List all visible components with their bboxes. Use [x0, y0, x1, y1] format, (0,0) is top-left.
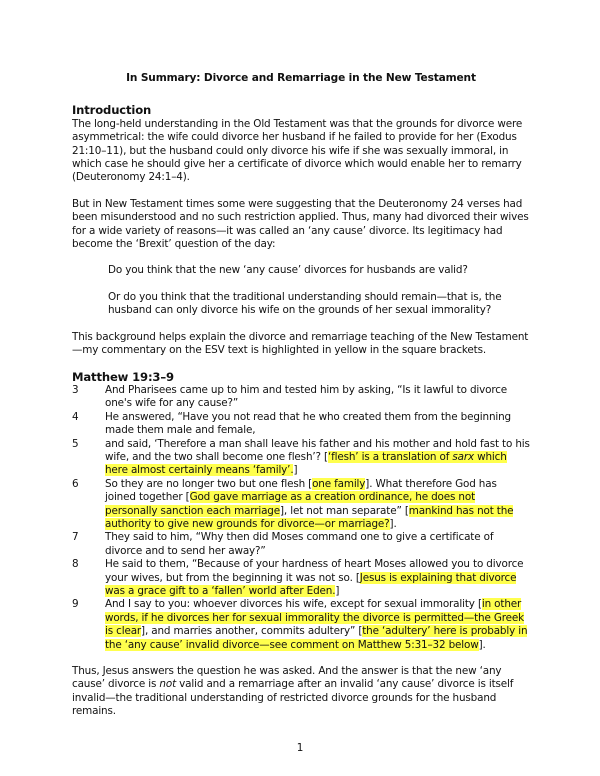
verse-text: And I say to you: whoever divorces his wife, except for sexual immorality [in other words, if he divorces her for sexual immorality the divorce is permitted—the Greek is clear], and marries another, commits adultery” [the ‘adultery’ here is probably in the ‘any cause’ invalid divorce—see comment on Matthew 5:31–32 below].	[105, 598, 528, 651]
commentary-highlight: in other words, if he divorces her for sexual immorality the divorce is permitted—the Greek is clear	[105, 598, 524, 638]
conclusion-paragraph: Thus, Jesus answers the question he was asked. And the answer is that the new ‘any cause’ divorce is not valid and a remarriage after an invalid ‘any cause’ divorce is itself invalid—the traditional understanding of restricted divorce grounds for the husband remains.	[72, 665, 514, 718]
intro-paragraph-3: This background helps explain the divorce and remarriage teaching of the New Testament—my commentary on the ESV text is highlighted in yellow in the square brackets.	[72, 330, 529, 357]
verse-text: And Pharisees came up to him and tested him by asking, “Is it lawful to divorce one's wife for any cause?”	[105, 383, 508, 410]
commentary-highlight: Jesus is explaining that divorce was a grace gift to a ‘fallen’ world after Eden.	[105, 571, 517, 597]
question-1: Do you think that the new ‘any cause’ divorces for husbands are valid?	[108, 264, 468, 277]
verse-text: So they are no longer two but one flesh [one family]. What therefore God has joined together [God gave marriage as a creation ordinance, he does not personally sanction each marriage], let not man separate” [mankind has not the authority to give new grounds for divorce—or marriage?].	[105, 477, 514, 530]
verse-4	[72, 411, 530, 438]
page-content	[72, 62, 530, 719]
verse-text: He answered, “Have you not read that he who created them from the beginning made them male and female,	[105, 410, 511, 437]
verse-8	[72, 558, 530, 598]
verse-number: 7	[72, 531, 79, 544]
document-title: In Summary: Divorce and Remarriage in the New Testament	[126, 72, 476, 84]
commentary-highlight: mankind has not the authority to give new grounds for divorce—or marriage?	[105, 504, 514, 530]
verse-number: 4	[72, 410, 79, 423]
verse-number: 6	[72, 477, 79, 490]
introduction-heading: Introduction	[72, 103, 152, 118]
verse-text: and said, ‘Therefore a man shall leave his father and his mother and hold fast to his wife, and the two shall become one flesh’? [‘flesh’ is a translation of sarx which here almost certainly means ‘family’.]	[105, 437, 530, 477]
commentary-highlight: ‘flesh’ is a translation of sarx which here almost certainly means ‘family’.	[105, 450, 507, 477]
verse-9	[72, 598, 530, 652]
verse-number: 3	[72, 383, 79, 396]
verse-text: He said to them, “Because of your hardness of heart Moses allowed you to divorce your wives, but from the beginning it was not so. [Jesus is explaining that divorce was a grace gift to a ‘fallen’ world after Eden.]	[105, 558, 524, 597]
verse-7	[72, 531, 530, 558]
intro-paragraph-2: But in New Testament times some were suggesting that the Deuteronomy 24 verses had been misunderstood and no such restriction applied. Thus, many had divorced their wives for a wide variety of reasons—it was called an ‘any cause’ divorce. Its legitimacy had become the ‘Brexit’ question of the day:	[72, 197, 529, 251]
verse-5	[72, 438, 530, 478]
verse-3	[72, 384, 530, 411]
verse-6	[72, 478, 530, 532]
verse-number: 9	[72, 598, 79, 611]
verse-text: They said to him, “Why then did Moses command one to give a certificate of divorce and to send her away?”	[105, 531, 494, 557]
commentary-highlight: one family	[312, 477, 366, 490]
commentary-highlight: the ‘adultery’ here is probably in the ‘any cause’ invalid divorce—see comment on Matthew 5:31–32 below	[105, 625, 528, 651]
verse-list	[72, 384, 530, 652]
page-number: 1	[296, 742, 304, 754]
matthew-heading: Matthew 19:3–9	[72, 369, 174, 384]
commentary-highlight: God gave marriage as a creation ordinance, he does not personally sanction each marriage	[105, 491, 475, 517]
verse-number: 8	[72, 558, 79, 571]
verse-number: 5	[72, 437, 79, 450]
intro-paragraph-1: The long-held understanding in the Old Testament was that the grounds for divorce were asymmetrical: the wife could divorce her husband if he failed to provide for her (Exodus 21:10–11), but the husband could only divorce his wife if she was sexually immoral, in which case he should give her a certificate of divorce which would enable her to remarry (Deuteronomy 24:1–4).	[72, 117, 523, 184]
question-2: Or do you think that the traditional understanding should remain—that is, the husband can only divorce his wife on the grounds of her sexual immorality?	[108, 290, 502, 317]
